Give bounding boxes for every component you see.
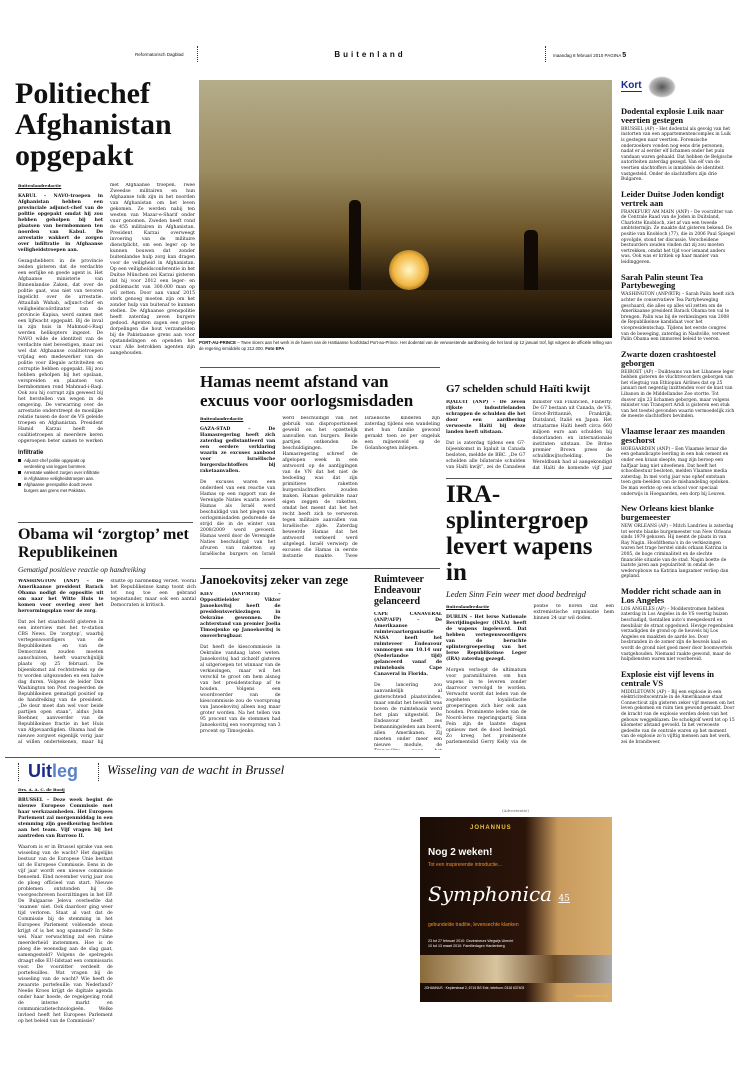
news-brief xyxy=(621,504,735,580)
organ-keyboard-image xyxy=(420,955,612,983)
brief-headline: New Orleans kiest blanke burgemeester xyxy=(621,503,714,523)
ruimteveer-article xyxy=(374,574,442,750)
news-brief xyxy=(621,190,735,266)
news-briefs xyxy=(621,100,735,1060)
hamas-intro: GAZA-STAD – De Hamasregering heeft zich zaterdag gedistantieerd van een eerdere verklaring waarin ze excuses aanbood voor Israëlische burgerslachtoffers bij raketaanvallen. xyxy=(200,427,276,474)
brief-headline: Modder richt schade aan in Los Angeles xyxy=(621,585,721,605)
obama-body: Dat zei het staatshoofd gisteren in een interview met het tv-station CBS News. De ‘zorgtop’, waarbij vertegenwoordigers van de Republikeinen en van de Democraten zouden moeten aanschuiven, heeft waarschijnlijk plaats op 25 februari. De bijeenkomst zal rechtstreeks op de tv worden uitgezonden en een halve dag duren. Volgens de leider Dan Washington ten Post reageerden de Republikeinen gematigd positief op de handreiking van de president. „De deur moet dan wel voor beide partijen open staan”, aldus John Boehner, aanvoerder van de Republikeinse fractie in het Huis van Afgevaardigden. Obama had de nieuwe zorgwet eigenlijk vorig jaar al willen ondertekenen, maar hij stuitte op hardnekkig verzet. Vooral het Republikeinse kamp toont zich tot nog toe een gebrand tegenstander, maar ook een aantal Democraten is kritisch. xyxy=(18,579,196,745)
obama-headline: Obama wil ‘zorgtop’ met Republikeinen xyxy=(18,526,189,561)
ad-event: 23 tot 27 februari 2010: Gezinsbeurs Wegwijs Utrecht xyxy=(428,939,514,943)
janoekovitsj-article xyxy=(200,574,368,750)
lead-body: Gezagshebbers in de provincie zeiden gisteren dat de verdachte een eerlijke en goede agent is. Het Afghaanse ministerie van Binnenlandse Zaken, dat over de politie gaat, was niet van tevoren ingelicht over de arrestatie. Attaullah Wahab, adjunct-chef en veiligheidscoördinator van de provincie Kapisa, werd samen met een lijfwacht opgepakt. Bij de inval in zijn huis in Mahmud-i-Raqi werden helikopters ingezet. De NAVO wilde de identiteit van de verdachte niet bevestigen, maar zei wel dat Afghaanse coalitietroepen vrijdag een medewerker van de politie voor illegale activiteiten en corruptie hebben opgepakt. Hij zou hebben geholpen bij het opslaan, verspreiden en plaatsen van bermbommen rond Mahmud-i-Raqi. Ook zou hij corrupt zijn geweest bij het herstellen van wegen in de omgeving. De verwarring over de arrestatie onderstreept de moeilijke relatie tussen de door de VS geleide troepen en Afghanistan. President Hamid Karzai heeft de coalitietroepen al meerdere keren opgeroepen beter samen te werken met Afghaanse troepen. Twee Zweedse militairen en hun Afghaanse tolk zijn in het noorden van Afghanistan om het leven gekomen. Ze werden nabij ten westen van Mazar-e-Sharif onder vuur genomen. Zweden heeft rond de 455 militairen in Afghanistan. President Karzai overweegt invoering van de militaire dienstplicht, om een leger op te kunnen bouwen dat zonder buitenlandse hulp zorg kan dragen voor de veiligheid in Afghanistan. Op een veiligheidsconferentie in het Duitse München zei Karzai gisteren dat hij voor 2012 een leger- en politiemacht van 300.000 man op wil zetten. Door aan vanaf 2015 sterk genoeg moeten zijn om het zonder hulp van buitenaf te kunnen stellen. De Afghaanse grenspolitie heeft zaterdag zeven burgers gedood. Agenten zagen een groep dorpelingen die hout verzamelden bij de Pakistaanse grens aan voor opstandelingen en openden het vuur. Alle betrokken agenten zijn aangehouden. xyxy=(18,183,195,444)
janoekovitsj-headline: Janoekovitsj zeker van zege xyxy=(200,574,349,587)
kort-label: Kort xyxy=(621,80,642,91)
infobox-item-text: Adjunct-chef politie opgepakt op verdenking van leggen bommen. xyxy=(24,458,87,469)
brief-text: BEIROET (AP) – Duikteams van het Libanese leger hebben gisteren de vluchtrecorders geborgen van het vliegtuig van Ethiopian Airlines dat op 25 januari met negentig inzittenden voor de kust van Libanon in de Middellandse Zee stortte. Tot dusver zijn 23 lichamen geborgen, maar volgens minister van Transport Aridi is gisteren een stuk van het toestel gevonden waarin vermoedelijk zich de meeste slachtoffers bevinden. xyxy=(621,369,735,420)
uitleg-intro: BRUSSEL – Deze week begint de nieuwe Europese Commissie met haar werkzaamheden. Het Europees Parlement zal morgenmiddag in een stemming zijn goedkeuring hechten aan het team. Vijf vragen bij het aantreden van Barroso II. xyxy=(18,798,113,839)
ad-event: 10 tot 13 maart 2010: Familiedagen Hardenberg xyxy=(428,944,505,948)
byline: Drs. A. A. C. de Booij xyxy=(18,787,65,792)
ad-tagline: Tot een inspirerende introductie... xyxy=(428,862,502,868)
ad-headline: Nog 2 weken! xyxy=(428,847,493,858)
lead-headline: Politiechef Afghanistan opgepakt xyxy=(15,78,172,172)
news-brief xyxy=(621,587,735,663)
photo-caption xyxy=(199,340,612,351)
byline: Buitenlandredactie xyxy=(446,604,490,609)
brief-headline: Leider Duitse Joden kondigt vertrek aan xyxy=(621,188,725,208)
uitleg-label-a: Uit xyxy=(28,761,52,781)
ruimteveer-intro: CAPE CANAVERAL (ANP/AFP) – De Amerikaanse ruimtevaartorganisatie NASA heeft het ruimteveer Endeavour vanmorgen om 10.14 uur (Nederlandse tijd) gelanceerd vanaf de ruimtebasis Cape Canaveral in Florida. xyxy=(374,612,442,677)
product-name: Symphonica xyxy=(428,882,553,906)
world-map-icon xyxy=(648,76,676,98)
ad-label: (Advertentie) xyxy=(502,808,529,813)
infobox-title: Infiltratie xyxy=(18,450,44,456)
news-brief xyxy=(621,427,735,497)
g7-headline: G7 schelden schuld Haïti kwijt xyxy=(446,384,591,395)
johannus-advertisement[interactable] xyxy=(420,817,612,1002)
brief-headline: Sarah Palin steunt Tea Partybeweging xyxy=(621,271,703,291)
infobox-item-text: Arrestatie wakkert zorgen over infiltratie in Afghaanse veiligheidstroepen aan. xyxy=(24,470,100,481)
news-brief xyxy=(621,670,735,746)
caption-text: – Twee sloers aan het werk in de haven van de Haïtiaanse hoofdstad Port-au-Prince. Het dodental van de verwoestende aardbeving die het land op 12 januari trof, ligt volgens de officiële telling van de regering inmiddels op 212.000. xyxy=(199,340,612,351)
ira-headline: IRA-splintergroep levert wapens in xyxy=(446,482,593,586)
section-title: Buitenland xyxy=(334,50,406,59)
ad-events xyxy=(428,939,513,949)
brief-headline: Zwarte dozen crashtoestel geborgen xyxy=(621,348,716,368)
uitleg-label xyxy=(28,761,78,782)
date-line xyxy=(553,52,626,59)
brief-text: LOS ANGELES (AP) – Modderstromen hebben zaterdag in Los Angeles in de VS veertig huizen beschadigd, tientallen auto’s meegesleurd en meubilair de straat opgeduwd. Hevige regenbuien verzadigden de grond op de heuvels bij Los Angeles en maakten de aarde los. Door bosbranden in de zomer zijn de heuvels kaal en wordt de grond niet goed meer door boomwortels vastgehouden. Niemand raakte gewond, maar de hulpdiensten waren niet voorbereid. xyxy=(621,606,734,663)
ad-slogan: gebundelde traditie, levensechte klanken xyxy=(428,922,519,928)
ad-url[interactable]: www.johannus.com xyxy=(575,994,608,998)
bullet-icon xyxy=(18,471,21,474)
brief-headline: Vlaamse leraar zes maanden geschorst xyxy=(621,425,725,445)
page-number: 5 xyxy=(622,52,627,59)
byline: Buitenlandredactie xyxy=(200,416,244,421)
news-brief xyxy=(621,273,735,343)
product-model: 45 xyxy=(558,894,570,904)
brief-text: HOEGAARDEN (ANP) – Een Vlaamse leraar die een gehandicapte leerling in een bak cement en onder een kraan sleepte, mag zijn beroep een halfjaar lang niet uitoefenen. Dat heeft het schoolbestuur besloten, melden Vlaamse media zaterdag. In mei vorig jaar was ophef ontstaan toen gsm-beelden van de mishandeling opdoken. De man werkte op een school voor speciaal onderwijs in Hoegaarden, een dorp bij Leuven. xyxy=(621,446,730,497)
brief-text: FRANKFURT AM MAIN (ANP) – De voorzitter van de Centrale Raad van de Joden in Duitsland, Charlotte Knobloch, ziet af van een tweede ambtstermijn. Ze maakte dat gisteren bekend. De positie van Knobloch (77), die in 2006 Paul Spiegel opvolgde, stond ter discussie. Verscheidene bestuurders zouden vinden dat zij zou moeten vertrekken, omdat het tijd voor iemand anders was. Ook was er kritiek op haar manier van leidinggeven. xyxy=(621,209,735,265)
infobox-item-text: Afghaanse grenspolitie doodt zeven burgers aan grens met Pakistan. xyxy=(24,482,93,493)
g7-body: Dat is zaterdag tijdens een G7-bijeenkomst in Iqaluit in Canada besloten, meldde de BBC. „De G7 schelden alle bilaterale schulden van Haïti kwijt”, zei de Canadese minister van Financiën, Flaherty. De G7 bestaan uit Canada, de VS, Groot-Brittannië, Frankrijk, Duitsland, Italië en Japan. Het straatarme Haïti heeft circa 660 miljoen euro aan schulden bij donorlanden en internationale instituten uitstaan. De Britse premier Brown prees de schuldkwijtschelding. De Wereldbank had al aangekondigd dat Haïti de komende vijf jaar xyxy=(446,399,612,471)
newspaper-name: Reformatorisch Dagblad xyxy=(135,52,184,57)
brief-text: BRUSSEL (AP) – Het dodental als gevolg van het instorten van een appartementencomplex in Luik is gestegen naar veertien. Forensische onderzoekers vonden nog eens drie personen, nadat er al eerder elf lichamen onder het puin vandaan waren gehaald. Dat hebben de Belgische autoriteiten zaterdag gezegd. Van elf van de veertien slachtoffers is inmiddels de identiteit vastgesteld. Onder de slachtoffers zijn drie Bulgaren. xyxy=(621,126,733,183)
janoekovitsj-body: Dat heeft de kiescommissie in Oekraïne vandaag laten weten. Janoekovitsj had zichzelf gisteren al uitgeroepen tot winnaar van de verkiezingen, maar wil het verschil te groot om hem alsnog van het presidentschap af te houden. Volgens een woordvoerder van de kiescommissie zou de voorsprong van Janoekovitsj alleen nog maar groter worden. Na het tellen van 95 procent van de stemmen had Janoekovitsj een voorsprong van 3 procent op Timosjenko. xyxy=(200,645,281,735)
obama-intro: WASHINGTON (ANP) – De Amerikaanse president Barack Obama nodigt de oppositie uit om naar het Witte Huis te komen voor overleg over het hervormingsplan voor de zorg. xyxy=(18,579,104,614)
infobox xyxy=(18,450,103,494)
ad-product xyxy=(428,882,570,906)
uitleg-article xyxy=(18,787,418,1062)
ira-subtitle: Leden Sinn Fein weer met dood bedreigd xyxy=(446,589,586,599)
ira-body: Morgen verloopt de ultimatum voor paramilitairen om hun wapens in te leveren zonder daarvoor vervolgd te worden. Verwacht wordt dat leden van de zogeheten loyalistische groeperingen zich hier ook aan houden. Prominente leden van de Noord-Ierse regeringspartij Sinn Fein zijn de laatste dagen opnieuw met de dood bedreigd. Zo kreeg het prominente parlementslid Gerry Kelly via de politie te horen dat een extremistische organisatie hem binnen 24 uur wil doden. xyxy=(446,604,614,745)
infobox-item xyxy=(18,470,103,481)
ira-intro: DUBLIN – Het Ierse Nationale Bevrijdingsleger (INLA) heeft de wapens ingeleverd. Dat hebben vertegenwoordigers van de beruchte splintergroepering van het Ierse Republikeinse Leger (IRA) zaterdag gezegd. xyxy=(446,615,527,662)
ira-article xyxy=(446,482,614,750)
ruimteveer-headline: Ruimteveer Endeavour gelanceerd xyxy=(374,574,424,607)
harbor-photo xyxy=(199,80,612,338)
obama-article xyxy=(18,526,196,750)
ruimteveer-body: De lancering zou aanvankelijk al gisterochtend plaatsvinden, maar omdat het bewolkt was boven de ruimtebasis werd het plan uitgesteld. De Endeavour heeft zes bemanningsleden aan boord, allen Amerikanen. Zij moeten onder meer een nieuwe module, de xyxy=(374,683,442,748)
caption-place: PORT-AU-PRINCE xyxy=(199,340,237,345)
hamas-article xyxy=(200,372,440,562)
g7-intro: IQALUIT (ANP) – De zeven rijkste industrielanden schrappen de schulden die het door een aardbeving verwoeste Haïti bij deze landen heeft uitstaan. xyxy=(446,399,526,435)
brief-headline: Dodental explosie Luik naar veertien gestegen xyxy=(621,106,724,125)
infobox-item xyxy=(18,458,103,469)
divider xyxy=(545,46,546,62)
hamas-headline: Hamas neemt afstand van excuus voor oorlogsmisdaden xyxy=(200,372,414,410)
obama-subtitle: Gematigd positieve reactie op handreiking xyxy=(18,565,146,574)
uitleg-label-b: leg xyxy=(52,761,79,781)
divider xyxy=(197,46,198,62)
photo-credit: Foto EPA xyxy=(265,345,285,351)
uitleg-body: Waarom is er in Brussel sprake van een wisseling van de wacht? Het dagelijks bestuur van de Europese Unie bestaat uit de Europese Commissie. Eens in de vijf jaar wordt een nieuwe commissie benoemd. Eind november vorig jaar zou de ploeg officieel van start. Nieuwe problemen ontstonden bij de voorgeschreven hoorzittingen in het EP. De Bulgaarse Jeleva overleefde dat ‘examen’ niet. Ook daardoor ging weer tijd verloren. Staat al vast dat de Commissie bij de stemming in het Europees Parlement voldoende steun krijgt of is het nog spannend? In feite wel. Naar verwachting zal een ruime meerderheid instemmen. Hoe is de ploeg die woensdag aan de slag gaat, samengesteld? Volgens de spelregels draagt elke EU-lidstaat een commissaris voor. De voorzitter verdeelt de portefeuilles. Wat vragen bij de wisseling van de wacht? Wie heeft de zwaarste portefeuille van Nederland? Neelie Kroes krijgt de digitale agenda onder haar hoede, de regelgeving rond de interne markt en communicatietechnologieën. Welke invloed heeft het Europees Parlement op het beleid van de Commissie? xyxy=(18,845,113,1024)
g7-article xyxy=(446,384,612,472)
brief-text: MIDDLETOWN (AP) – Bij een explosie in een elektriciteitscentrale in de Amerikaanse staat Connecticut zijn gisteren zeker vijf mensen om het leven gekomen en ruim tien gewond geraakt. Door de kracht van de explosie werden delen van het gebouw weggeblazen. De schokgolf werd tot op 15 kilometer afstand gevoeld. In het verwoeste gedeelte van de centrale waren op het moment van de explosie zo’n vijftig mensen aan het werk, zei de brandweer. xyxy=(621,689,735,745)
brief-text: WASHINGTON (ANP/RTR) – Sarah Palin heeft zich achter de conservatieve Tea Partybeweging geschaard, die alles op alles wil zetten om de Amerikaanse president Barack Obama ten val te brengen. Palin was bij de verkiezingen van 2008 de Republikeinse kandidaat voor het vicepresidentschap. Tijdens het eerste congres van de beweging, zaterdag in Nashville, verweet Palin Obama een immoreel beleid te voeren. xyxy=(621,292,735,343)
bullet-icon xyxy=(18,459,21,462)
uitleg-headline: Wisseling van de wacht in Brussel xyxy=(107,762,285,777)
brief-headline: Explosie eist vijf levens in centrale VS xyxy=(621,668,715,688)
ad-brand: JOHANNUS xyxy=(470,825,512,831)
date: maandag 8 februari 2010 PAGINA xyxy=(553,53,621,58)
lead-intro: KABUL – NAVO-troepen in Afghanistan hebben een provinciale adjunct-chef van de politie opgepakt omdat hij zou hebben geholpen bij het plaatsen van bermbommen ten noorden van Kabul. De arrestatie wakkert de zorgen over infiltratie in Afghaanse veiligheidstroepen aan. xyxy=(18,194,103,253)
brief-text: NEW ORLEANS (AP) – Mitch Landrieu is zaterdag tot eerste blanke burgemeester van New Orleans sinds 1979 gekozen. Hij neemt de plaats in van Ray Nagin. Hoofdthema’s in de verkiezingen waren het trage herstel sinds orkaan Katrina in 2005, de hoge criminaliteit en de slechte financiële situatie van de stad. Nagin boette de laatste jaren aan populariteit in omdat de wederopbouw na Katrina langzamer verliep dan gepland. xyxy=(621,523,734,580)
hamas-body: De excuses waren een onderdeel van een reactie van Hamas op een rapport van de Verenigde Naties waarin zowel Hamas als Israël werd beschuldigd van het plegen van oorlogsmisdaden gedurende de strijd die in de winter van 2008/2009 werd gevoerd. Hamas werd door de Verenigde Naties beschuldigd van het afvuren van raketten op Israëlische burgers en Israël werd beschuldigd van het gebruik van disproportioneel geweld en het opzettelijk aanvallen van burgers. Beide partijen ontkenden de beschuldigingen. De Hamasregering schreef de afgelopen week in een antwoord op de aantijgingen van de VN dat het niet de bedoeling was dat zijn primitieve raketten burgerslachtoffers zouden maken. Hamas gebruikte naar eigen zeggen de raketten, omdat het meent dat het het recht heeft zich te verweren tegen militaire aanvallen van Israëlische zijde. Zaterdag beweerde Hamas dat het antwoord verkeerd werd uitgelegd. Israël verwierp de excuses die Hamas in eerste instantie maakte. Twee Israëlische kinderen zijn zaterdag tijdens een wandeling met hun familie gewond geraakt toen ze per ongeluk een mijnenveld op de Golanhoogten inliepen. xyxy=(200,416,440,559)
news-brief xyxy=(621,107,735,183)
ad-address: JOHANNUS · Keplerstraat 2, 6716 BS Ede, telefoon: 0318 637403 xyxy=(424,986,525,990)
byline: Buitenlandredactie xyxy=(18,183,62,188)
infobox-item xyxy=(18,482,103,493)
lead-article xyxy=(15,78,195,445)
janoekovitsj-intro: KIEV (ANP/RTR) – Oppositieleider Viktor Janoekovitsj heeft de presidentsverkiezingen in Oekraïne gewonnen. De achterstand van premier Joelia Timosjenko op Janoekovitsj is onoverbrugbaar. xyxy=(200,592,281,640)
news-brief xyxy=(621,350,735,420)
bullet-icon xyxy=(18,483,21,486)
